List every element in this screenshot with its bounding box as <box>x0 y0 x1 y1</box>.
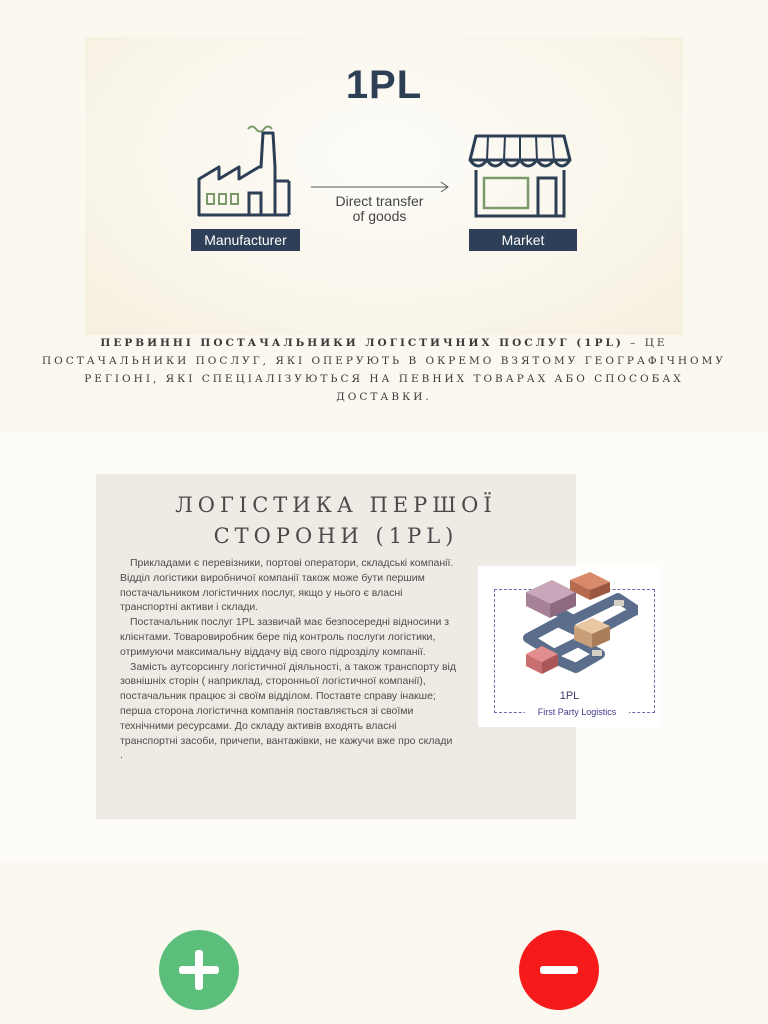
minus-button[interactable] <box>519 930 599 1010</box>
plus-icon <box>177 948 221 992</box>
diagram-title: 1PL <box>345 63 423 107</box>
description-rest: – ЦЕ ПОСТАЧАЛЬНИКИ ПОСЛУГ, ЯКІ ОПЕРУЮТЬ В ОКРЕМО ВЗЯТОМУ ГЕОГРАФІЧНОМУ РЕГІОНІ, ЯКІ СПЕЦІАЛІЗУЮТЬСЯ НА ПЕВНИХ ТОВАРАХ АБО СПОСОБАХ ДОСТАВКИ. <box>41 337 726 403</box>
diagram-1pl <box>85 37 683 335</box>
info-title <box>96 490 576 552</box>
top-section <box>0 0 768 432</box>
manufacturer-label: Manufacturer <box>191 229 300 251</box>
illustration-subtitle: First Party Logistics <box>525 707 629 717</box>
plus-button[interactable] <box>159 930 239 1010</box>
market-label: Market <box>469 229 577 251</box>
minus-icon <box>537 948 581 992</box>
info-body <box>120 556 456 763</box>
factory-icon <box>195 121 293 221</box>
transfer-label <box>317 194 442 224</box>
info-title-line-1: ЛОГІСТИКА ПЕРШОЇ <box>175 493 497 517</box>
transfer-line-2: of goods <box>352 208 407 224</box>
logistics-isometric-icon <box>518 570 638 688</box>
transfer-line-1: Direct transfer <box>335 193 424 209</box>
arrow-right-icon <box>311 180 451 194</box>
info-paragraph: Постачальник послуг 1PL зазвичай має безпосередні відносини з клієнтами. Товаровиробник бере під контроль послуги логістики, отримуючи максимальну віддачу від свого підрозділу компанії. <box>120 616 450 658</box>
info-paragraph: Замість аутсорсингу логістичної діяльності, а також транспорту від зовнішніх сторін ( наприклад, сторонньої логістичної компанії), постачальник працює зі своїм відділом. Поставте справу інакше; перша сторона логістична компанія поставляється зі своїми технічними ресурсами. До складу активів входять власні транспортні засоби, причепи, вантажівки, не кажучи вже про склади . <box>120 660 456 762</box>
bottom-section <box>0 862 768 1024</box>
description-text <box>40 334 728 406</box>
info-title-line-2: СТОРОНИ (1PL) <box>213 524 459 548</box>
first-party-logistics-illustration <box>478 566 661 727</box>
shop-icon <box>468 132 572 222</box>
description-bold: ПЕРВИННІ ПОСТАЧАЛЬНИКИ ЛОГІСТИЧНИХ ПОСЛУГ (1PL) <box>100 337 624 349</box>
info-paragraph: Прикладами є перевізники, портові оператори, складські компанії. Відділ логістики виробничої компанії також може бути першим постачальником логістичних послуг, якщо у нього є власні транспортні активи і склади. <box>120 557 454 614</box>
illustration-title: 1PL <box>559 690 580 702</box>
